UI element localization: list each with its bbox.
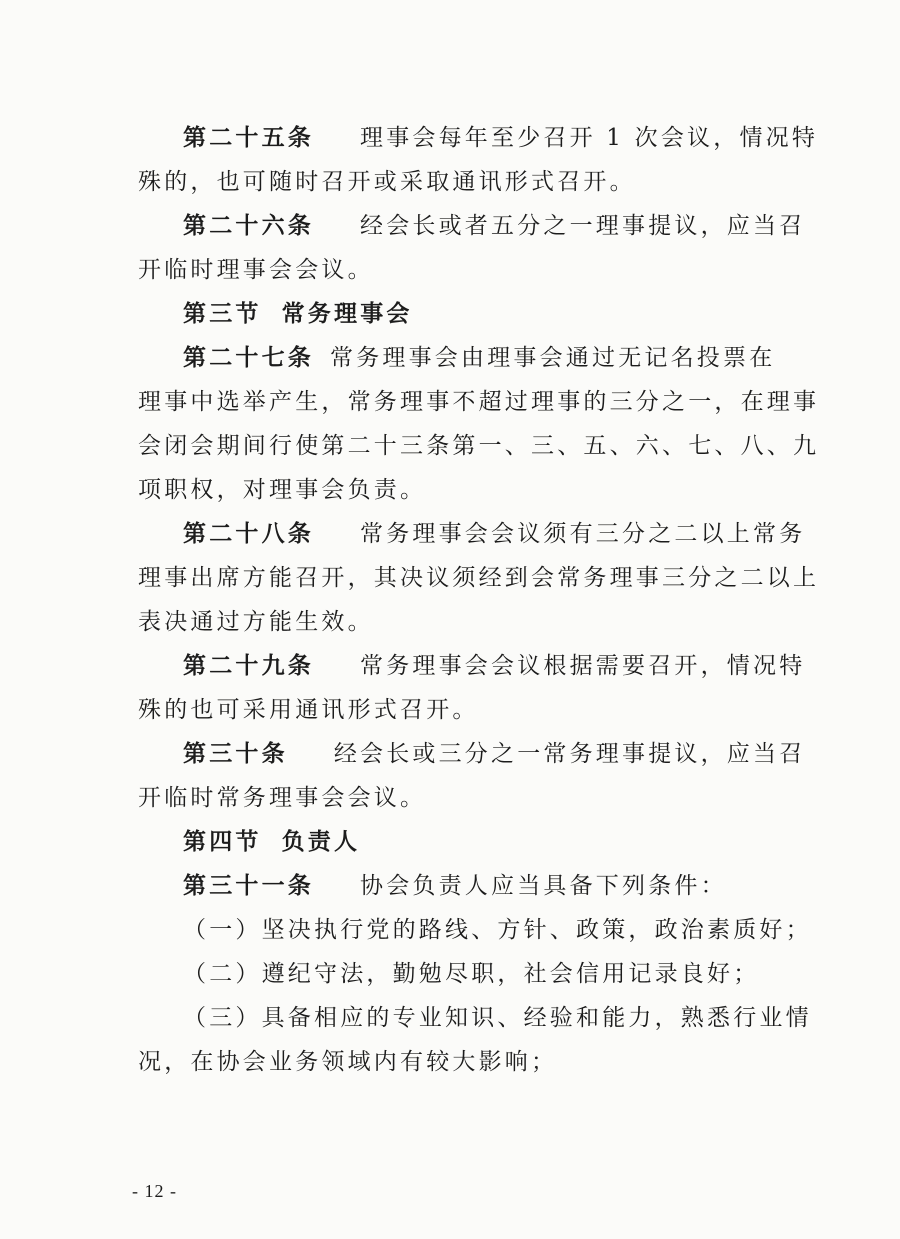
article-31-line-1 <box>183 864 783 908</box>
article-text: 协会负责人应当具备下列条件： <box>360 873 727 899</box>
article-heading: 第三十条 <box>183 740 288 767</box>
article-heading: 第二十五条 <box>183 124 314 151</box>
section-title: 负责人 <box>281 828 361 855</box>
page-number: - 12 - <box>132 1181 177 1201</box>
section-4-heading <box>183 820 783 864</box>
article-27-line-4: 项职权，对理事会负责。 <box>138 477 427 503</box>
article-30-line-1 <box>183 732 806 776</box>
article-heading: 第三十一条 <box>183 872 314 899</box>
article-31-item-2: （二）遵纪守法，勤勉尽职，社会信用记录良好； <box>183 961 760 987</box>
article-text: 常务理事会会议根据需要召开，情况特 <box>360 653 806 679</box>
article-31-item-3-line-2: 况，在协会业务领域内有较大影响； <box>138 1049 558 1075</box>
article-31-item-1: （一）坚决执行党的路线、方针、政策，政治素质好； <box>183 917 812 943</box>
article-27-line-2: 理事中选举产生，常务理事不超过理事的三分之一，在理事 <box>138 389 820 415</box>
section-title: 常务理事会 <box>281 300 413 327</box>
article-heading: 第二十六条 <box>183 212 314 239</box>
article-28-line-3: 表决通过方能生效。 <box>138 609 374 635</box>
article-text: 经会长或三分之一常务理事提议，应当召 <box>333 741 806 767</box>
article-27-line-3: 会闭会期间行使第二十三条第一、三、五、六、七、八、九 <box>138 433 820 459</box>
article-26-line-2: 开临时理事会会议。 <box>138 257 374 283</box>
article-text: 常务理事会会议须有三分之二以上常务 <box>360 521 806 547</box>
article-28-line-2: 理事出席方能召开，其决议须经到会常务理事三分之二以上 <box>138 565 820 591</box>
section-number: 第三节 <box>183 300 262 327</box>
article-29-line-2: 殊的也可采用通讯形式召开。 <box>138 697 479 723</box>
article-text: 理事会每年至少召开 1 次会议，情况特 <box>360 125 819 151</box>
article-31-item-3-line-1: （三）具备相应的专业知识、经验和能力，熟悉行业情 <box>183 1005 812 1031</box>
article-29-line-1 <box>183 644 806 688</box>
article-28-line-1 <box>183 512 806 556</box>
article-text: 经会长或者五分之一理事提议，应当召 <box>360 213 806 239</box>
article-25-line-2: 殊的，也可随时召开或采取通讯形式召开。 <box>138 169 636 195</box>
article-heading: 第二十九条 <box>183 652 314 679</box>
article-heading: 第二十七条 <box>183 344 314 371</box>
section-number: 第四节 <box>183 828 262 855</box>
section-3-heading <box>183 292 783 336</box>
article-26-line-1 <box>183 204 806 248</box>
article-25-line-1 <box>183 116 819 160</box>
article-30-line-2: 开临时常务理事会会议。 <box>138 785 427 811</box>
article-27-line-1 <box>183 336 783 380</box>
article-text: 常务理事会由理事会通过无记名投票在 <box>330 345 776 371</box>
article-heading: 第二十八条 <box>183 520 314 547</box>
